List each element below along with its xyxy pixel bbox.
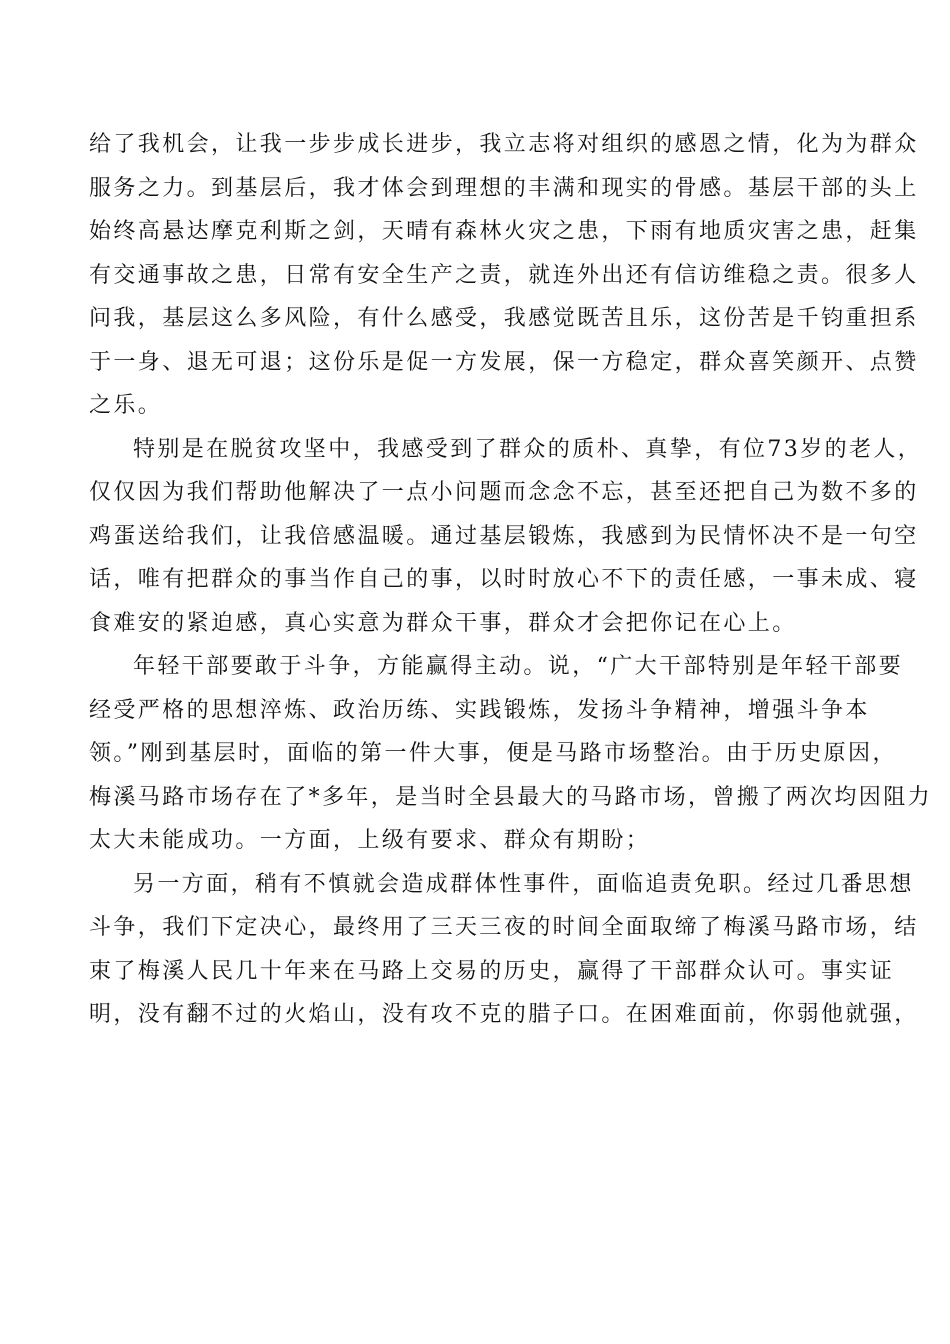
text-line: 服务之力。到基层后，我才体会到理想的丰满和现实的骨感。基层干部的头上 [89,175,919,201]
text-line: 梅溪马路市场存在了*多年，是当时全县最大的马路市场，曾搬了两次均因阻力 [89,784,933,810]
text-line: 太大未能成功。一方面，上级有要求、群众有期盼； [89,828,651,853]
text-line: 话，唯有把群众的事当作自己的事，以时时放心不下的责任感，一事未成、寝 [89,567,919,592]
text-line: 之乐。 [89,393,163,418]
text-line: 特别是在脱贫攻坚中，我感受到了群众的质朴、真挚，有位73岁的老人， [133,436,923,462]
text-line: 鸡蛋送给我们，让我倍感温暖。通过基层锻炼，我感到为民情怀决不是一句空 [89,523,919,549]
text-line: 有交通事故之患，日常有安全生产之责，就连外出还有信访维稳之责。很多人 [89,262,919,288]
text-line: 给了我机会，让我一步步成长进步，我立志将对组织的感恩之情，化为为群众 [89,132,919,157]
text-line: 年轻干部要敢于斗争，方能赢得主动。说，“广大干部特别是年轻干部要 [133,654,904,679]
text-line: 于一身、退无可退；这份乐是促一方发展，保一方稳定，群众喜笑颜开、点赞 [89,349,919,375]
text-line: 束了梅溪人民几十年来在马路上交易的历史，赢得了干部群众认可。事实证 [89,958,895,984]
document-body [89,123,933,1037]
text-line: 领。”刚到基层时，面临的第一件大事，便是马路市场整治。由于历史原因， [89,741,897,766]
text-line: 明，没有翻不过的火焰山，没有攻不克的腊子口。在困难面前，你弱他就强， [89,1002,919,1027]
text-line: 另一方面，稍有不慎就会造成群体性事件，面临追责免职。经过几番思想 [133,871,914,897]
text-line: 斗争，我们下定决心，最终用了三天三夜的时间全面取缔了梅溪马路市场，结 [89,915,919,940]
text-line: 食难安的紧迫感，真心实意为群众干事，群众才会把你记在心上。 [89,610,797,636]
text-line: 始终高悬达摩克利斯之剑，天晴有森林火灾之患，下雨有地质灾害之患，赶集 [89,219,919,244]
text-line: 经受严格的思想淬炼、政治历练、实践锻炼，发扬斗争精神，增强斗争本 [89,697,870,723]
text-line: 问我，基层这么多风险，有什么感受，我感觉既苦且乐，这份苦是千钧重担系 [89,306,919,331]
text-line: 仅仅因为我们帮助他解决了一点小问题而念念不忘，甚至还把自己为数不多的 [89,480,919,505]
